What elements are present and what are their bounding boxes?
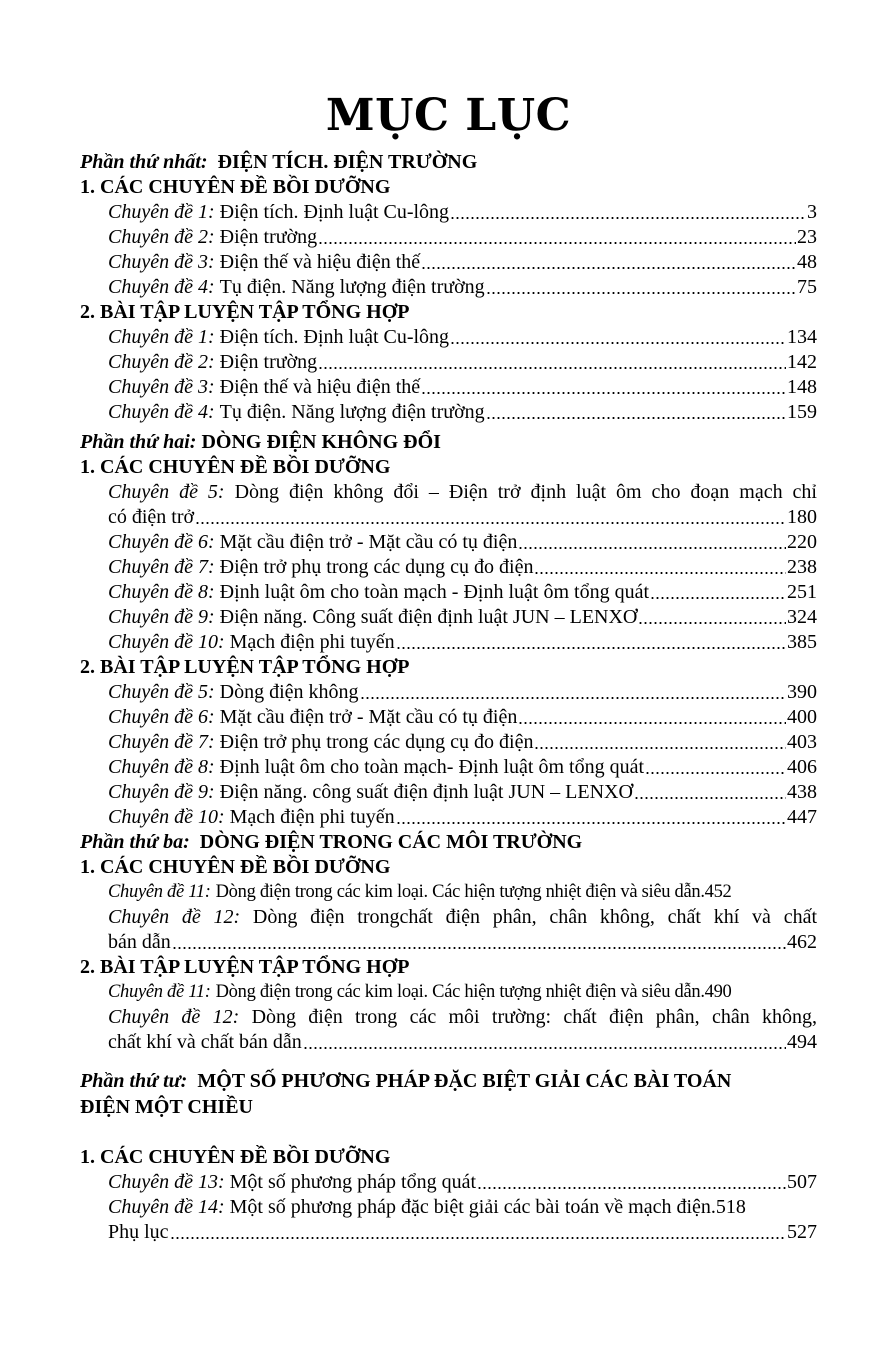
dot-leader (318, 240, 796, 245)
part-heading (80, 830, 817, 855)
entry-page: 403 (787, 731, 817, 753)
entry-page: 142 (787, 351, 817, 373)
entry-label: Chuyên đề 7: (108, 731, 215, 753)
toc-entry[interactable] (80, 980, 817, 1005)
entry-label: Chuyên đề 1: (108, 326, 215, 348)
entry-label: Chuyên đề 6: (108, 706, 215, 728)
entry-page: 518 (715, 1196, 746, 1218)
entry-label: Chuyên đề 10: (108, 631, 225, 653)
dot-leader (450, 215, 806, 220)
entry-label: Chuyên đề 8: (108, 756, 215, 778)
entry-text: Điện năng. công suất điện định luật JUN – LENXƠ (219, 781, 633, 803)
entry-label: Chuyên đề 3: (108, 376, 215, 398)
entry-label: Chuyên đề 11: (108, 982, 211, 1002)
entry-label: Chuyên đề 11: (108, 882, 211, 902)
toc-entry[interactable] (80, 555, 817, 580)
entry-text: Điện tích. Định luật Cu-lông (219, 326, 450, 348)
toc-entry[interactable] (80, 730, 817, 755)
entry-label: Chuyên đề 4: (108, 401, 215, 423)
entry-text: Dòng điện trong các kim loại. Các hiện tượng nhiệt điện và siêu dẫn. (215, 882, 705, 902)
entry-label: Chuyên đề 5: (108, 481, 225, 503)
toc-entry-appendix[interactable] (80, 1220, 817, 1245)
entry-text: Một số phương pháp đặc biệt giải các bài toán về mạch điện. (229, 1196, 716, 1218)
dot-leader (486, 290, 796, 295)
toc-entry[interactable] (80, 705, 817, 730)
entry-text-continued: chất khí và chất bán dẫn (108, 1031, 302, 1053)
entry-page: 406 (787, 756, 817, 778)
toc-entry[interactable] (80, 400, 817, 425)
entry-label: Chuyên đề 12: (108, 1006, 240, 1028)
part-name: DÒNG ĐIỆN KHÔNG ĐỔI (201, 431, 441, 453)
section-heading: 2. BÀI TẬP LUYỆN TẬP TỔNG HỢP (80, 656, 410, 678)
entry-text: Điện trường (219, 226, 318, 248)
entry-page: 134 (787, 326, 817, 348)
part-name-continued: ĐIỆN MỘT CHIỀU (80, 1096, 253, 1118)
dot-leader (650, 595, 786, 600)
toc-entry[interactable] (80, 225, 817, 250)
entry-label: Chuyên đề 14: (108, 1196, 225, 1218)
entry-page: 48 (797, 251, 817, 273)
entry-text: Dòng điện không (219, 681, 359, 703)
entry-page: 251 (787, 581, 817, 603)
entry-page: 238 (787, 556, 817, 578)
entry-page: 324 (787, 606, 817, 628)
entry-text: Dòng điện trong các môi trường: chất điện phân, chân không, (251, 1006, 818, 1028)
entry-text: Dòng điện trong các kim loại. Các hiện tượng nhiệt điện và siêu dẫn. (215, 982, 705, 1002)
dot-leader (195, 520, 786, 525)
dot-leader (450, 340, 786, 345)
dot-leader (645, 770, 786, 775)
dot-leader (486, 415, 786, 420)
section-heading: 2. BÀI TẬP LUYỆN TẬP TỔNG HỢP (80, 301, 410, 323)
toc-entry[interactable] (80, 200, 817, 225)
entry-text: Định luật ôm cho toàn mạch - Định luật ôm tổng quát (219, 581, 650, 603)
entry-text: Điện thế và hiệu điện thế (219, 251, 421, 273)
entry-label: Chuyên đề 10: (108, 806, 225, 828)
toc-entry[interactable] (80, 530, 817, 555)
toc-page (80, 0, 817, 1245)
dot-leader (518, 720, 786, 725)
entry-text-continued: có điện trở (108, 506, 195, 528)
toc-entry[interactable] (80, 605, 817, 630)
entry-page: 3 (807, 201, 817, 223)
entry-label: Chuyên đề 3: (108, 251, 215, 273)
dot-leader (318, 365, 786, 370)
entry-text: Mặt cầu điện trở - Mặt cầu có tụ điện (219, 531, 518, 553)
dot-leader (421, 265, 796, 270)
dot-leader (477, 1185, 786, 1190)
entry-page: 447 (787, 806, 817, 828)
toc-entry[interactable] (80, 350, 817, 375)
part-label: Phần thứ nhất: (80, 151, 208, 173)
toc-entry-first-line[interactable] (80, 905, 817, 930)
dot-leader (638, 620, 786, 625)
entry-label: Chuyên đề 8: (108, 581, 215, 603)
entry-page: 462 (787, 931, 817, 953)
dot-leader (360, 695, 786, 700)
dot-leader (421, 390, 786, 395)
entry-label: Chuyên đề 7: (108, 556, 215, 578)
entry-text: Mặt cầu điện trở - Mặt cầu có tụ điện (219, 706, 518, 728)
entry-page: 452 (704, 882, 732, 902)
part-heading (80, 150, 817, 175)
entry-label: Chuyên đề 4: (108, 276, 215, 298)
toc-entry[interactable] (80, 580, 817, 605)
entry-page: 220 (787, 531, 817, 553)
entry-text: Điện thế và hiệu điện thế (219, 376, 421, 398)
toc-entry[interactable] (80, 250, 817, 275)
entry-page: 390 (787, 681, 817, 703)
entry-text: Tụ điện. Năng lượng điện trường (219, 401, 485, 423)
entry-label: Chuyên đề 6: (108, 531, 215, 553)
entry-page: 180 (787, 506, 817, 528)
entry-label: Chuyên đề 9: (108, 781, 215, 803)
entry-text: Tụ điện. Năng lượng điện trường (219, 276, 485, 298)
entry-page: 385 (787, 631, 817, 653)
page-title: MỤC LỤC (325, 90, 572, 141)
section-heading: 1. CÁC CHUYÊN ĐỀ BỒI DƯỠNG (80, 456, 391, 478)
entry-text: Một số phương pháp tổng quát (229, 1171, 477, 1193)
part-heading (80, 430, 817, 455)
section-heading: 1. CÁC CHUYÊN ĐỀ BỒI DƯỠNG (80, 176, 391, 198)
dot-leader (634, 795, 786, 800)
entry-page: 507 (787, 1171, 817, 1193)
toc-entry[interactable] (80, 630, 817, 655)
toc-entry[interactable] (80, 1170, 817, 1195)
toc-entry[interactable] (80, 275, 817, 300)
toc-entry-continuation[interactable] (80, 1030, 817, 1055)
toc-entry[interactable] (80, 780, 817, 805)
entry-text: Điện trở phụ trong các dụng cụ đo điện (219, 731, 534, 753)
toc-entry-continuation[interactable] (80, 505, 817, 530)
entry-label: Chuyên đề 5: (108, 681, 215, 703)
dot-leader (170, 1235, 786, 1240)
entry-page: 159 (787, 401, 817, 423)
entry-text: Định luật ôm cho toàn mạch- Định luật ôm tổng quát (219, 756, 645, 778)
entry-page: 490 (704, 982, 732, 1002)
entry-page: 494 (787, 1031, 817, 1053)
entry-text: Điện trở phụ trong các dụng cụ đo điện (219, 556, 534, 578)
entry-text: Điện trường (219, 351, 318, 373)
dot-leader (518, 545, 786, 550)
entry-text: Điện tích. Định luật Cu-lông (219, 201, 450, 223)
dot-leader (396, 645, 786, 650)
part-name: DÒNG ĐIỆN TRONG CÁC MÔI TRƯỜNG (199, 831, 583, 853)
dot-leader (396, 820, 786, 825)
entry-label: Chuyên đề 2: (108, 351, 215, 373)
part-label: Phần thứ tư: (80, 1070, 188, 1092)
entry-text: Điện năng. Công suất điện định luật JUN – LENXƠ (219, 606, 638, 628)
toc-entry-first-line[interactable] (80, 480, 817, 505)
toc-entry[interactable] (80, 325, 817, 350)
entry-label: Chuyên đề 13: (108, 1171, 225, 1193)
entry-label: Chuyên đề 12: (108, 906, 241, 928)
entry-text: Mạch điện phi tuyến (229, 806, 395, 828)
entry-page: 400 (787, 706, 817, 728)
entry-page: 438 (787, 781, 817, 803)
entry-label: Chuyên đề 9: (108, 606, 215, 628)
entry-text: Dòng điện không đổi – Điện trở định luật ôm cho đoạn mạch chỉ (234, 481, 817, 503)
toc-entry[interactable] (80, 880, 817, 905)
section-heading: 1. CÁC CHUYÊN ĐỀ BỒI DƯỠNG (80, 856, 391, 878)
dot-leader (172, 945, 786, 950)
toc-entry[interactable] (80, 375, 817, 400)
toc-entry-first-line[interactable] (80, 1005, 817, 1030)
dot-leader (534, 570, 786, 575)
part-name: ĐIỆN TÍCH. ĐIỆN TRƯỜNG (217, 151, 478, 173)
entry-page: 23 (797, 226, 817, 248)
entry-page: 75 (797, 276, 817, 298)
toc-entry[interactable] (80, 755, 817, 780)
appendix-text: Phụ lục (108, 1221, 169, 1243)
toc-entry-continuation[interactable] (80, 930, 817, 955)
entry-text-continued: bán dẫn (108, 931, 171, 953)
part-name: MỘT SỐ PHƯƠNG PHÁP ĐẶC BIỆT GIẢI CÁC BÀI TOÁN (197, 1070, 732, 1092)
section-heading: 2. BÀI TẬP LUYỆN TẬP TỔNG HỢP (80, 956, 410, 978)
part-label: Phần thứ ba: (80, 831, 190, 853)
entry-label: Chuyên đề 2: (108, 226, 215, 248)
dot-leader (303, 1045, 786, 1050)
toc-entry[interactable] (80, 1195, 817, 1220)
toc-entry[interactable] (80, 805, 817, 830)
entry-text: Dòng điện trongchất điện phân, chân không, chất khí và chất (252, 906, 818, 928)
entry-page: 527 (787, 1221, 817, 1243)
dot-leader (534, 745, 786, 750)
part-heading (80, 1068, 817, 1094)
part-label: Phần thứ hai: (80, 431, 197, 453)
entry-text: Mạch điện phi tuyến (229, 631, 395, 653)
section-heading: 1. CÁC CHUYÊN ĐỀ BỒI DƯỠNG (80, 1146, 391, 1168)
entry-label: Chuyên đề 1: (108, 201, 215, 223)
toc-entry[interactable] (80, 680, 817, 705)
entry-page: 148 (787, 376, 817, 398)
